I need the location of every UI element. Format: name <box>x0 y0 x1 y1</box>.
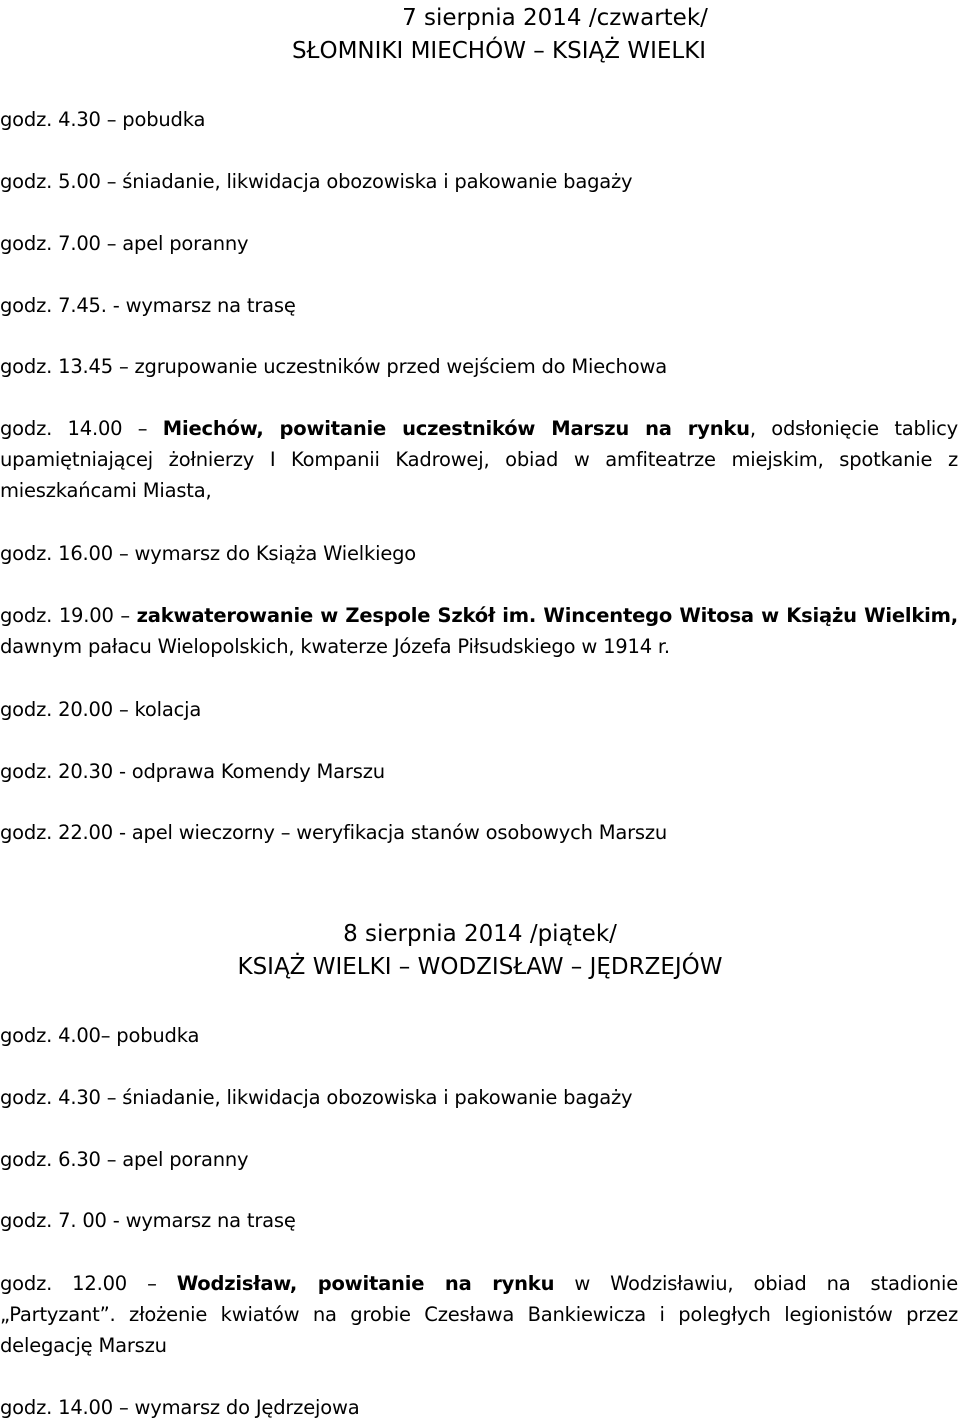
day1-entry-6 <box>0 413 958 506</box>
day2-entry-1: godz. 4.00– pobudka <box>0 1024 200 1047</box>
day2-entry-2: godz. 4.30 – śniadanie, likwidacja obozowiska i pakowanie bagaży <box>0 1086 633 1109</box>
day1-route: SŁOMNIKI MIECHÓW – KSIĄŻ WIELKI <box>291 38 707 64</box>
day1-date-title: 7 sierpnia 2014 /czwartek/ <box>402 5 708 31</box>
day1-entry-6-rest: , odsłonięcie tablicy <box>749 417 958 440</box>
day2-date-title: 8 sierpnia 2014 /piątek/ <box>343 921 617 947</box>
day1-entry-6-bold: Miechów, powitanie uczestników Marszu na rynku <box>162 417 750 440</box>
day1-entry-1: godz. 4.30 – pobudka <box>0 108 206 131</box>
day2-entry-6: godz. 14.00 – wymarsz do Jędrzejowa <box>0 1396 360 1419</box>
day2-entry-5-line3: delegację Marszu <box>0 1334 167 1357</box>
day1-entry-8-time: godz. 19.00 – <box>0 604 130 627</box>
day2-entry-4: godz. 7. 00 - wymarsz na trasę <box>0 1209 296 1232</box>
day1-entry-10: godz. 20.30 - odprawa Komendy Marszu <box>0 760 385 783</box>
day1-entry-6-line1 <box>0 413 958 444</box>
day1-heading <box>0 2 960 68</box>
day1-entry-4: godz. 7.45. - wymarsz na trasę <box>0 294 296 317</box>
day1-entry-8-line1 <box>0 600 958 631</box>
day2-entry-5-line2: „Partyzant”. złożenie kwiatów na grobie Czesława Bankiewicza i poległych legionistów przez <box>0 1303 958 1326</box>
day1-entry-6-line3: mieszkańcami Miasta, <box>0 479 212 502</box>
day2-entry-5-rest: w Wodzisławiu, obiad na stadionie <box>574 1272 958 1295</box>
day2-entry-3: godz. 6.30 – apel poranny <box>0 1148 249 1171</box>
day1-entry-2: godz. 5.00 – śniadanie, likwidacja obozowiska i pakowanie bagaży <box>0 170 633 193</box>
day1-entry-5: godz. 13.45 – zgrupowanie uczestników przed wejściem do Miechowa <box>0 355 667 378</box>
day2-route: KSIĄŻ WIELKI – WODZISŁAW – JĘDRZEJÓW <box>237 954 723 980</box>
day1-entry-11: godz. 22.00 - apel wieczorny – weryfikacja stanów osobowych Marszu <box>0 821 668 844</box>
day2-entry-5-bold: Wodzisław, powitanie na rynku <box>176 1272 555 1295</box>
day1-entry-3: godz. 7.00 – apel poranny <box>0 232 249 255</box>
day2-heading <box>0 918 960 984</box>
day1-entry-8-bold: zakwaterowanie w Zespole Szkół im. Wincentego Witosa w Książu Wielkim, <box>136 604 958 627</box>
day1-entry-9: godz. 20.00 – kolacja <box>0 698 202 721</box>
day2-entry-5-time: godz. 12.00 – <box>0 1272 157 1295</box>
day2-entry-5 <box>0 1268 958 1361</box>
day1-entry-8-line2: dawnym pałacu Wielopolskich, kwaterze Józefa Piłsudskiego w 1914 r. <box>0 635 670 658</box>
day1-entry-8 <box>0 600 958 662</box>
day1-entry-6-line2: upamiętniającej żołnierzy I Kompanii Kadrowej, obiad w amfiteatrze miejskim, spotkanie z <box>0 448 958 471</box>
day2-entry-5-line1 <box>0 1268 958 1299</box>
day1-entry-7: godz. 16.00 – wymarsz do Książa Wielkiego <box>0 542 417 565</box>
day1-entry-6-time: godz. 14.00 – <box>0 417 148 440</box>
